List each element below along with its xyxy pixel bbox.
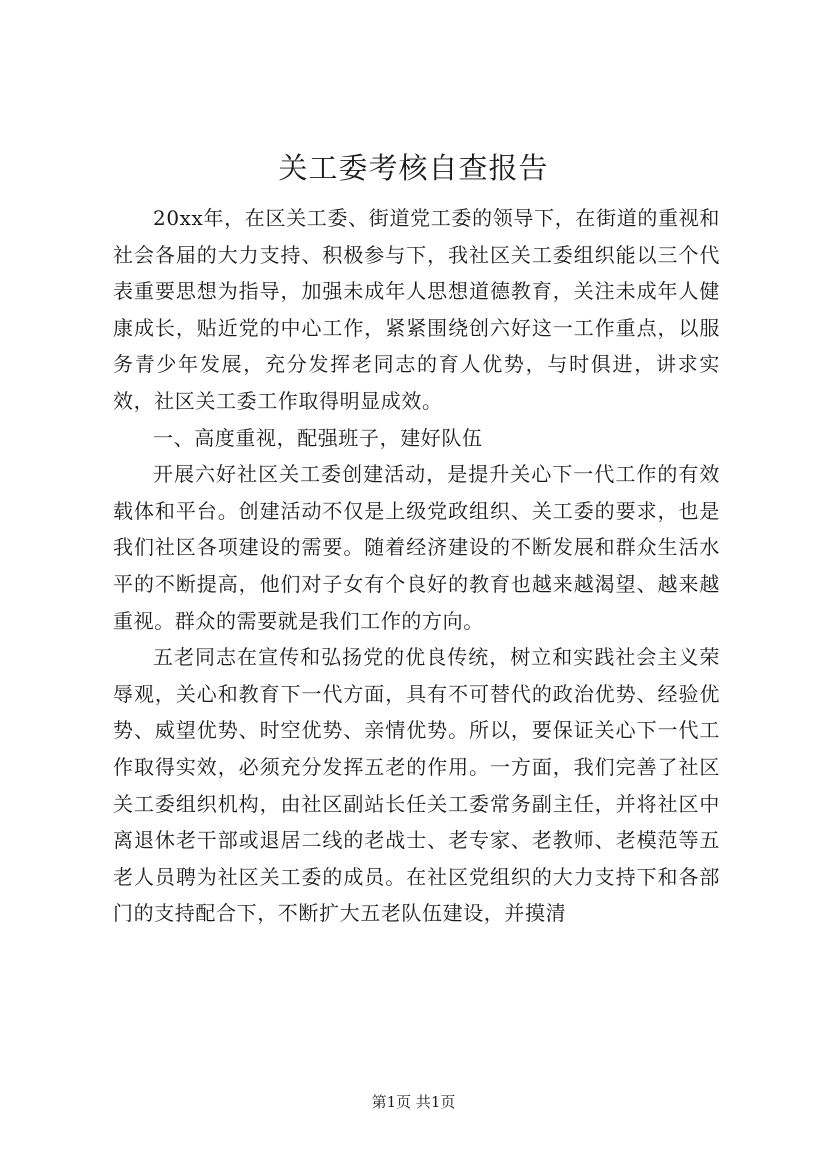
- paragraph-intro: 20xx年，在区关工委、街道党工委的领导下，在街道的重视和社会各届的大力支持、积极参与下，我社区关工委组织能以三个代表重要思想为指导，加强未成年人思想道德教育，关注未成年人健康成长，贴近党的中心工作，紧紧围绕创六好这一工作重点，以服务青少年发展，充分发挥老同志的育人优势，与时俱进，讲求实效，社区关工委工作取得明显成效。: [113, 206, 720, 413]
- section-heading-1: 一、高度重视，配强班子，建好队伍: [153, 425, 483, 450]
- paragraph-six-good: 开展六好社区关工委创建活动，是提升关心下一代工作的有效载体和平台。创建活动不仅是上级党政组织、关工委的要求，也是我们社区各项建设的需要。随着经济建设的不断发展和群众生活水平的不断提高，他们对子女有个良好的教育也越来越渴望、越来越重视。群众的需要就是我们工作的方向。: [113, 462, 720, 633]
- page-footer: 第1页 共1页: [371, 1093, 456, 1111]
- document-title: 关工委考核自查报告: [278, 151, 549, 185]
- document-body: [113, 200, 720, 932]
- paragraph-five-elders: 五老同志在宣传和弘扬党的优良传统，树立和实践社会主义荣辱观，关心和教育下一代方面，具有不可替代的政治优势、经验优势、威望优势、时空优势、亲情优势。所以，要保证关心下一代工作取得实效，必须充分发挥五老的作用。一方面，我们完善了社区关工委组织机构，由社区副站长任关工委常务副主任，并将社区中离退休老干部或退居二线的老战士、老专家、老教师、老模范等五老人员聘为社区关工委的成员。在社区党组织的大力支持下和各部门的支持配合下，不断扩大五老队伍建设，并摸清: [113, 645, 720, 926]
